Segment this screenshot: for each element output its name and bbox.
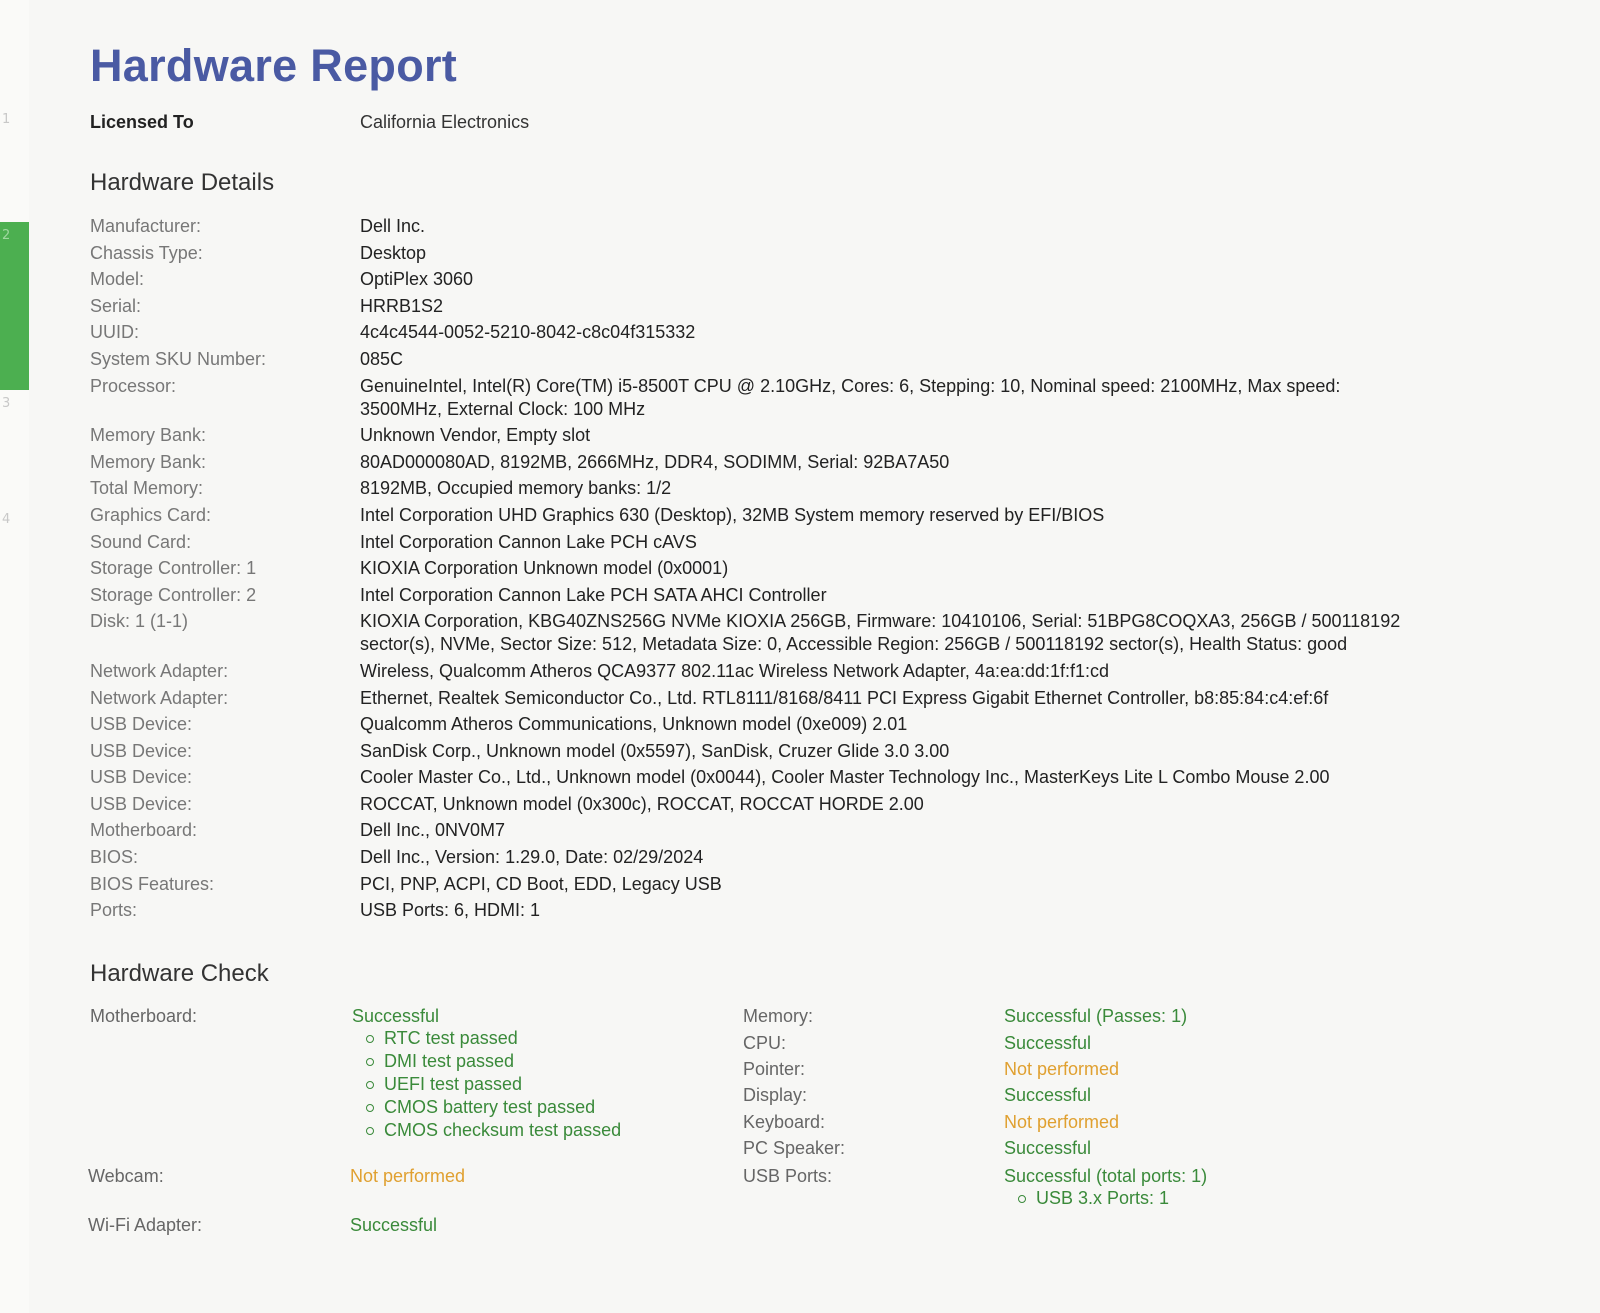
- circle-bullet-icon: [366, 1035, 374, 1043]
- motherboard-test-text: RTC test passed: [384, 1028, 518, 1049]
- check-wifi-label: Wi-Fi Adapter:: [88, 1215, 203, 1236]
- detail-label: Total Memory:: [90, 478, 204, 499]
- detail-value: OptiPlex 3060: [360, 269, 474, 290]
- detail-value: Wireless, Qualcomm Atheros QCA9377 802.11ac Wireless Network Adapter, 4a:ea:dd:1f:f1:cd: [360, 660, 1110, 681]
- detail-value: Qualcomm Atheros Communications, Unknown model (0xe009) 2.01: [360, 714, 908, 735]
- line-number: 1: [2, 112, 11, 127]
- detail-value: Ethernet, Realtek Semiconductor Co., Ltd. RTL8111/8168/8411 PCI Express Gigabit Ethernet Controller, b8:85:84:c4:ef:6f: [360, 687, 1329, 708]
- licensed-to-label: Licensed To: [90, 112, 194, 132]
- usb-ports-sub-text: USB 3.x Ports: 1: [1036, 1188, 1170, 1209]
- check-pointer-label: Pointer:: [743, 1059, 806, 1080]
- detail-label: Network Adapter:: [90, 687, 229, 708]
- detail-label: Storage Controller: 2: [90, 584, 257, 605]
- change-marker: [0, 222, 29, 390]
- detail-row: [90, 557, 1530, 580]
- detail-row: [90, 660, 1530, 683]
- detail-row: [90, 268, 1530, 291]
- detail-row: [90, 793, 1530, 816]
- motherboard-test-list: [352, 1027, 621, 1142]
- detail-row: [90, 295, 1530, 318]
- detail-row: [90, 899, 1530, 922]
- check-keyboard-label: Keyboard:: [743, 1112, 826, 1133]
- check-motherboard-label: Motherboard:: [90, 1006, 198, 1027]
- detail-row: [90, 873, 1530, 896]
- motherboard-test-item: [352, 1027, 621, 1050]
- licensed-to-row: [90, 112, 1530, 133]
- check-pc-speaker-status: Successful: [1004, 1138, 1092, 1159]
- detail-row: [90, 819, 1530, 842]
- detail-label: USB Device:: [90, 793, 193, 814]
- check-wifi-status: Successful: [350, 1215, 438, 1236]
- motherboard-test-text: DMI test passed: [384, 1051, 515, 1072]
- circle-bullet-icon: [366, 1081, 374, 1089]
- motherboard-test-text: CMOS battery test passed: [384, 1097, 596, 1118]
- detail-value: HRRB1S2: [360, 295, 444, 316]
- detail-value: PCI, PNP, ACPI, CD Boot, EDD, Legacy USB: [360, 873, 722, 894]
- detail-label: USB Device:: [90, 740, 193, 761]
- detail-label: BIOS:: [90, 847, 139, 868]
- detail-label: USB Device:: [90, 714, 193, 735]
- check-memory-status: Successful (Passes: 1): [1004, 1006, 1188, 1027]
- licensed-to-value: California Electronics: [360, 112, 530, 132]
- detail-value: USB Ports: 6, HDMI: 1: [360, 900, 541, 921]
- detail-row: [90, 321, 1530, 344]
- detail-label: Network Adapter:: [90, 660, 229, 681]
- motherboard-test-text: CMOS checksum test passed: [384, 1120, 622, 1141]
- detail-label: Chassis Type:: [90, 242, 203, 263]
- check-usb-ports-result: [1004, 1166, 1207, 1210]
- report-title: Hardware Report: [90, 40, 458, 91]
- detail-value: Dell Inc.: [360, 216, 426, 236]
- detail-value: Intel Corporation Cannon Lake PCH SATA AHCI Controller: [360, 584, 827, 605]
- detail-value: ROCCAT, Unknown model (0x300c), ROCCAT, ROCCAT HORDE 2.00: [360, 793, 924, 814]
- detail-label: Model:: [90, 269, 145, 290]
- detail-label: Processor:: [90, 375, 177, 396]
- detail-value: 4c4c4544-0052-5210-8042-c8c04f315332: [360, 322, 696, 343]
- detail-label: Graphics Card:: [90, 504, 212, 525]
- detail-value: Intel Corporation Cannon Lake PCH cAVS: [360, 531, 697, 552]
- circle-bullet-icon: [366, 1058, 374, 1066]
- report-page: [90, 40, 1530, 1266]
- motherboard-test-text: UEFI test passed: [384, 1074, 523, 1095]
- check-webcam-status: Not performed: [350, 1166, 466, 1187]
- detail-value: Unknown Vendor, Empty slot: [360, 425, 591, 446]
- detail-label: System SKU Number:: [90, 348, 267, 369]
- detail-label: Disk: 1 (1-1): [90, 611, 189, 632]
- detail-row: [90, 348, 1530, 371]
- check-webcam-label: Webcam:: [88, 1166, 164, 1187]
- detail-label: Memory Bank:: [90, 451, 207, 472]
- detail-label: USB Device:: [90, 767, 193, 788]
- check-display-label: Display:: [743, 1085, 808, 1106]
- detail-label: Manufacturer:: [90, 216, 202, 236]
- detail-value: Desktop: [360, 242, 427, 263]
- detail-label: Memory Bank:: [90, 425, 207, 446]
- detail-row: [90, 766, 1530, 789]
- check-memory-label: Memory:: [743, 1006, 814, 1027]
- check-pointer-status: Not performed: [1004, 1059, 1120, 1080]
- check-motherboard-status: Successful: [352, 1006, 440, 1027]
- detail-label: UUID:: [90, 322, 139, 343]
- motherboard-test-item: [352, 1096, 621, 1119]
- motherboard-test-item: [352, 1050, 621, 1073]
- detail-value: Dell Inc., 0NV0M7: [360, 820, 506, 841]
- detail-row: [90, 375, 1530, 421]
- detail-label: Serial:: [90, 295, 142, 316]
- circle-bullet-icon: [1018, 1195, 1026, 1203]
- detail-value: KIOXIA Corporation Unknown model (0x0001): [360, 558, 729, 579]
- detail-row: [90, 451, 1530, 474]
- detail-row: [90, 215, 1530, 238]
- check-motherboard-result: [352, 1006, 621, 1142]
- detail-row: [90, 424, 1530, 447]
- detail-value: 8192MB, Occupied memory banks: 1/2: [360, 478, 672, 499]
- detail-value: KIOXIA Corporation, KBG40ZNS256G NVMe KIOXIA 256GB, Firmware: 10410106, Serial: 51BPG8COQXA3, 256GB / 500118192 sector(s), NVMe, Sector Size: 512, Metadata Size: 0, Accessible Region: 256GB / 500118192 sector(s), Health Status: good: [360, 611, 1401, 655]
- detail-label: Sound Card:: [90, 531, 192, 552]
- detail-row: [90, 242, 1530, 265]
- detail-row: [90, 846, 1530, 869]
- detail-value: 085C: [360, 348, 404, 369]
- detail-row: [90, 584, 1530, 607]
- detail-row: [90, 531, 1530, 554]
- detail-label: BIOS Features:: [90, 873, 215, 894]
- motherboard-test-item: [352, 1119, 621, 1142]
- check-pc-speaker-label: PC Speaker:: [743, 1138, 846, 1159]
- line-number: 4: [2, 512, 11, 527]
- hardware-check-grid: [90, 1006, 1530, 1266]
- detail-value: SanDisk Corp., Unknown model (0x5597), SanDisk, Cruzer Glide 3.0 3.00: [360, 740, 950, 761]
- detail-row: [90, 610, 1530, 656]
- hardware-check-heading: Hardware Check: [90, 960, 269, 988]
- detail-value: Intel Corporation UHD Graphics 630 (Desktop), 32MB System memory reserved by EFI/BIOS: [360, 504, 1105, 525]
- circle-bullet-icon: [366, 1127, 374, 1135]
- detail-label: Ports:: [90, 900, 138, 921]
- line-number: 3: [2, 396, 11, 411]
- detail-row: [90, 477, 1530, 500]
- detail-label: Storage Controller: 1: [90, 558, 257, 579]
- line-gutter: [0, 0, 29, 1313]
- usb-ports-sub-list: [1004, 1187, 1207, 1210]
- circle-bullet-icon: [366, 1104, 374, 1112]
- check-keyboard-status: Not performed: [1004, 1112, 1120, 1133]
- detail-value: GenuineIntel, Intel(R) Core(TM) i5-8500T CPU @ 2.10GHz, Cores: 6, Stepping: 10, Nominal speed: 2100MHz, Max speed: 3500MHz, External Clock: 100 MHz: [360, 375, 1341, 419]
- detail-value: Cooler Master Co., Ltd., Unknown model (0x0044), Cooler Master Technology Inc., MasterKeys Lite L Combo Mouse 2.00: [360, 767, 1330, 788]
- detail-row: [90, 713, 1530, 736]
- line-number: 2: [2, 228, 11, 243]
- detail-value: 80AD000080AD, 8192MB, 2666MHz, DDR4, SODIMM, Serial: 92BA7A50: [360, 451, 950, 472]
- hardware-details-heading: Hardware Details: [90, 169, 275, 196]
- usb-ports-sub-item: [1004, 1187, 1207, 1210]
- check-display-status: Successful: [1004, 1085, 1092, 1106]
- detail-row: [90, 504, 1530, 527]
- check-cpu-label: CPU:: [743, 1033, 787, 1054]
- check-usb-ports-status: Successful (total ports: 1): [1004, 1166, 1208, 1187]
- detail-row: [90, 740, 1530, 763]
- check-usb-ports-label: USB Ports:: [743, 1166, 833, 1187]
- hardware-details-table: [90, 215, 1530, 922]
- detail-value: Dell Inc., Version: 1.29.0, Date: 02/29/2024: [360, 847, 704, 868]
- detail-row: [90, 687, 1530, 710]
- motherboard-test-item: [352, 1073, 621, 1096]
- check-cpu-status: Successful: [1004, 1033, 1092, 1054]
- detail-label: Motherboard:: [90, 820, 198, 841]
